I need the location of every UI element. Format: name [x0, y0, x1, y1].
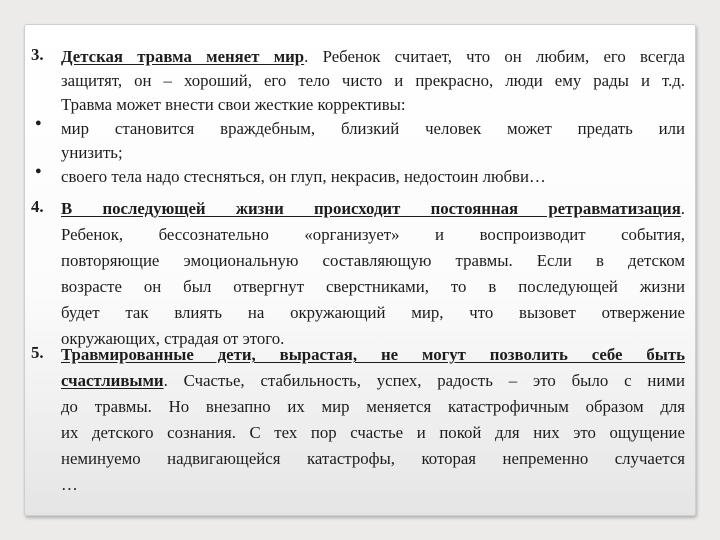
text-run: . Ребенок считает, что он любим, его всегда	[304, 47, 685, 66]
text-run: Ребенок, бессознательно «организует» и воспроизводит события,	[61, 225, 685, 244]
text-line	[61, 69, 685, 93]
text-run: повторяющие эмоциональную составляющую травмы. Если в детском	[61, 251, 685, 270]
text-line	[61, 369, 685, 393]
bullet-icon: ●	[35, 117, 42, 129]
text-run: их детского сознания. С тех пор счастье и покой для них это ощущение	[61, 423, 685, 442]
text-run: своего тела надо стесняться, он глуп, некрасив, недостоин любви…	[61, 167, 546, 186]
text-run: неминуемо надвигающейся катастрофы, которая непременно случается	[61, 449, 685, 468]
text-line	[61, 301, 685, 325]
text-line	[61, 421, 685, 445]
text-run: . Счастье, стабильность, успех, радость – это было с ними	[163, 371, 685, 390]
text-run: защитят, он – хороший, его тело чисто и прекрасно, люди ему рады и т.д.	[61, 71, 685, 90]
text-line	[61, 45, 685, 69]
text-line	[61, 117, 685, 141]
bullet-icon: ●	[35, 165, 42, 177]
text-line	[61, 93, 685, 117]
heading-underlined: Детская травма меняет мир	[61, 47, 305, 66]
text-line	[61, 395, 685, 419]
text-run: окружающих, страдая от этого.	[61, 329, 285, 348]
text-line	[61, 343, 685, 367]
text-line	[61, 223, 685, 247]
heading-underlined: Травмированные дети, вырастая, не могут позволить себе быть	[61, 345, 685, 364]
text-run: до травмы. Но внезапно их мир меняется катастрофичным образом для	[61, 397, 685, 416]
item-number: 5.	[31, 343, 44, 362]
slide	[24, 24, 696, 516]
text-run: унизить;	[61, 143, 123, 162]
heading-underlined: счастливыми	[61, 371, 164, 390]
text-line	[61, 249, 685, 273]
item-number: 3.	[31, 45, 44, 64]
text-run: будет так влиять на окружающий мир, что вызовет отвержение	[61, 303, 685, 322]
text-run: …	[61, 475, 78, 494]
heading-underlined: В последующей жизни происходит постоянная ретравматизация	[61, 199, 681, 218]
item-number: 4.	[31, 197, 44, 216]
text-line	[61, 165, 685, 189]
text-line	[61, 473, 685, 497]
text-run: мир становится враждебным, близкий человек может предать или	[61, 119, 685, 138]
text-run: .	[680, 199, 685, 218]
text-line	[61, 197, 685, 221]
text-line	[61, 141, 685, 165]
text-run: возрасте он был отвергнут сверстниками, то в последующей жизни	[61, 277, 685, 296]
text-line	[61, 275, 685, 299]
text-run: Травма может внести свои жесткие коррективы:	[61, 95, 406, 114]
text-line	[61, 447, 685, 471]
